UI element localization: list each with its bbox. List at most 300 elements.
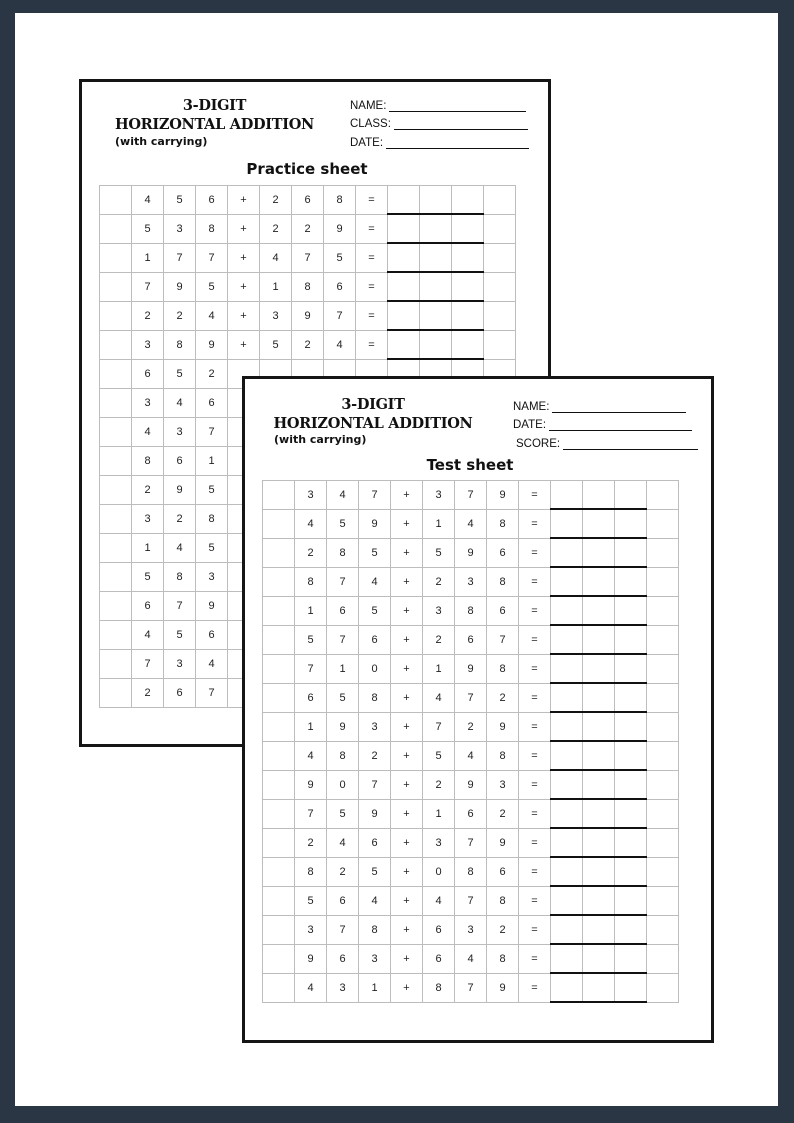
answer-cell[interactable] xyxy=(583,916,615,945)
digit-cell: 8 xyxy=(487,742,519,771)
answer-cell[interactable] xyxy=(452,244,484,273)
digit-cell: 8 xyxy=(487,655,519,684)
digit-cell: 7 xyxy=(455,829,487,858)
plus-sign: + xyxy=(228,273,260,302)
digit-cell: 5 xyxy=(327,800,359,829)
blank-cell xyxy=(647,742,679,771)
answer-cell[interactable] xyxy=(551,887,583,916)
answer-cell[interactable] xyxy=(615,568,647,597)
class-field[interactable] xyxy=(350,112,529,131)
answer-cell[interactable] xyxy=(583,945,615,974)
digit-cell: 3 xyxy=(132,389,164,418)
problem-row xyxy=(263,887,679,916)
digit-cell: 5 xyxy=(327,684,359,713)
problem-row xyxy=(100,186,516,215)
blank-cell xyxy=(100,534,132,563)
problem-row xyxy=(263,655,679,684)
answer-cell[interactable] xyxy=(615,974,647,1003)
answer-cell[interactable] xyxy=(583,887,615,916)
answer-cell[interactable] xyxy=(583,829,615,858)
answer-cell[interactable] xyxy=(583,481,615,510)
digit-cell: 9 xyxy=(487,481,519,510)
answer-cell[interactable] xyxy=(551,742,583,771)
answer-cell[interactable] xyxy=(551,684,583,713)
blank-cell xyxy=(263,539,295,568)
digit-cell: 4 xyxy=(359,568,391,597)
blank-cell xyxy=(263,945,295,974)
answer-cell[interactable] xyxy=(551,626,583,655)
digit-cell: 8 xyxy=(164,563,196,592)
blank-cell xyxy=(647,887,679,916)
digit-cell: 1 xyxy=(295,713,327,742)
digit-cell: 4 xyxy=(455,945,487,974)
digit-cell: 6 xyxy=(327,597,359,626)
digit-cell: 6 xyxy=(132,592,164,621)
equals-sign: = xyxy=(519,626,551,655)
digit-cell: 5 xyxy=(164,621,196,650)
digit-cell: 7 xyxy=(295,655,327,684)
field-label: NAME: xyxy=(350,99,387,112)
answer-cell[interactable] xyxy=(420,273,452,302)
problem-row xyxy=(263,568,679,597)
plus-sign: + xyxy=(228,215,260,244)
digit-cell: 9 xyxy=(292,302,324,331)
plus-sign: + xyxy=(391,568,423,597)
equals-sign: = xyxy=(519,771,551,800)
answer-cell[interactable] xyxy=(615,684,647,713)
problem-row xyxy=(263,713,679,742)
digit-cell: 4 xyxy=(295,974,327,1003)
field-label: CLASS: xyxy=(350,118,391,130)
digit-cell: 2 xyxy=(487,800,519,829)
blank-cell xyxy=(647,713,679,742)
digit-cell: 9 xyxy=(324,215,356,244)
answer-cell[interactable] xyxy=(388,302,420,331)
digit-cell: 8 xyxy=(292,273,324,302)
digit-cell: 7 xyxy=(455,974,487,1003)
equals-sign: = xyxy=(519,742,551,771)
answer-cell[interactable] xyxy=(615,858,647,887)
answer-cell[interactable] xyxy=(551,974,583,1003)
digit-cell: 6 xyxy=(132,360,164,389)
digit-cell: 9 xyxy=(487,829,519,858)
plus-sign: + xyxy=(228,244,260,273)
equals-sign: = xyxy=(519,597,551,626)
blank-cell xyxy=(484,302,516,331)
digit-cell: 3 xyxy=(260,302,292,331)
digit-cell: 5 xyxy=(327,510,359,539)
digit-cell: 9 xyxy=(455,539,487,568)
plus-sign: + xyxy=(391,597,423,626)
answer-cell[interactable] xyxy=(388,331,420,360)
digit-cell: 2 xyxy=(292,215,324,244)
problem-row xyxy=(263,771,679,800)
answer-cell[interactable] xyxy=(420,215,452,244)
field-label: NAME: xyxy=(513,400,550,413)
title-line-2: HORIZONTAL ADDITION xyxy=(273,415,473,432)
digit-cell: 9 xyxy=(455,771,487,800)
digit-cell: 3 xyxy=(295,916,327,945)
plus-sign: + xyxy=(391,510,423,539)
digit-cell: 9 xyxy=(164,273,196,302)
problem-row xyxy=(100,302,516,331)
answer-cell[interactable] xyxy=(615,742,647,771)
blank-cell xyxy=(100,418,132,447)
digit-cell: 6 xyxy=(196,186,228,215)
digit-cell: 5 xyxy=(359,858,391,887)
equals-sign: = xyxy=(519,568,551,597)
digit-cell: 8 xyxy=(359,684,391,713)
answer-cell[interactable] xyxy=(551,713,583,742)
digit-cell: 5 xyxy=(132,563,164,592)
answer-cell[interactable] xyxy=(615,771,647,800)
digit-cell: 6 xyxy=(359,626,391,655)
answer-cell[interactable] xyxy=(583,626,615,655)
answer-cell[interactable] xyxy=(583,597,615,626)
answer-cell[interactable] xyxy=(615,510,647,539)
blank-cell xyxy=(263,510,295,539)
digit-cell: 5 xyxy=(164,186,196,215)
digit-cell: 5 xyxy=(359,539,391,568)
digit-cell: 5 xyxy=(164,360,196,389)
answer-cell[interactable] xyxy=(615,800,647,829)
digit-cell: 4 xyxy=(423,684,455,713)
digit-cell: 3 xyxy=(164,418,196,447)
problem-row xyxy=(263,858,679,887)
answer-cell[interactable] xyxy=(551,597,583,626)
blank-cell xyxy=(263,655,295,684)
blank-cell xyxy=(263,771,295,800)
problem-row xyxy=(263,742,679,771)
digit-cell: 6 xyxy=(487,539,519,568)
sheet-title xyxy=(273,395,473,433)
answer-cell[interactable] xyxy=(583,858,615,887)
answer-cell[interactable] xyxy=(615,945,647,974)
digit-cell: 0 xyxy=(327,771,359,800)
digit-cell: 5 xyxy=(132,215,164,244)
equals-sign: = xyxy=(519,887,551,916)
field-line xyxy=(386,136,529,149)
answer-cell[interactable] xyxy=(551,858,583,887)
blank-cell xyxy=(100,621,132,650)
digit-cell: 3 xyxy=(196,563,228,592)
plus-sign: + xyxy=(228,186,260,215)
plus-sign: + xyxy=(391,539,423,568)
plus-sign: + xyxy=(391,916,423,945)
answer-cell[interactable] xyxy=(420,186,452,215)
equals-sign: = xyxy=(356,186,388,215)
digit-cell: 1 xyxy=(132,244,164,273)
name-field[interactable] xyxy=(350,93,529,112)
answer-cell[interactable] xyxy=(583,974,615,1003)
digit-cell: 3 xyxy=(423,481,455,510)
digit-cell: 9 xyxy=(487,713,519,742)
blank-cell xyxy=(647,597,679,626)
blank-cell xyxy=(100,215,132,244)
digit-cell: 6 xyxy=(292,186,324,215)
digit-cell: 2 xyxy=(164,302,196,331)
test-sheet xyxy=(242,376,714,1043)
plus-sign: + xyxy=(391,481,423,510)
digit-cell: 8 xyxy=(487,510,519,539)
digit-cell: 9 xyxy=(196,331,228,360)
sheet-heading: Practice sheet xyxy=(246,160,368,178)
answer-cell[interactable] xyxy=(615,829,647,858)
answer-cell[interactable] xyxy=(551,771,583,800)
digit-cell: 8 xyxy=(196,505,228,534)
answer-cell[interactable] xyxy=(583,684,615,713)
digit-cell: 8 xyxy=(455,597,487,626)
answer-cell[interactable] xyxy=(583,568,615,597)
blank-cell xyxy=(100,360,132,389)
equals-sign: = xyxy=(519,713,551,742)
answer-cell[interactable] xyxy=(551,568,583,597)
equals-sign: = xyxy=(356,215,388,244)
problem-row xyxy=(263,481,679,510)
blank-cell xyxy=(484,215,516,244)
equals-sign: = xyxy=(519,539,551,568)
answer-cell[interactable] xyxy=(615,655,647,684)
blank-cell xyxy=(100,592,132,621)
digit-cell: 7 xyxy=(164,592,196,621)
digit-cell: 3 xyxy=(359,945,391,974)
digit-cell: 5 xyxy=(260,331,292,360)
plus-sign: + xyxy=(228,302,260,331)
sheet-subtitle: (with carrying) xyxy=(274,433,367,446)
plus-sign: + xyxy=(391,684,423,713)
digit-cell: 9 xyxy=(295,771,327,800)
digit-cell: 3 xyxy=(359,713,391,742)
answer-cell[interactable] xyxy=(551,916,583,945)
digit-cell: 7 xyxy=(196,244,228,273)
digit-cell: 9 xyxy=(359,800,391,829)
digit-cell: 6 xyxy=(455,800,487,829)
answer-cell[interactable] xyxy=(615,626,647,655)
digit-cell: 9 xyxy=(164,476,196,505)
answer-cell[interactable] xyxy=(583,510,615,539)
digit-cell: 7 xyxy=(359,771,391,800)
digit-cell: 4 xyxy=(295,510,327,539)
answer-cell[interactable] xyxy=(583,771,615,800)
digit-cell: 6 xyxy=(327,945,359,974)
digit-cell: 4 xyxy=(324,331,356,360)
blank-cell xyxy=(263,887,295,916)
digit-cell: 9 xyxy=(487,974,519,1003)
field-label: DATE: xyxy=(350,136,384,149)
answer-cell[interactable] xyxy=(615,887,647,916)
answer-cell[interactable] xyxy=(583,655,615,684)
digit-cell: 5 xyxy=(196,476,228,505)
digit-cell: 3 xyxy=(327,974,359,1003)
equals-sign: = xyxy=(356,331,388,360)
equals-sign: = xyxy=(356,302,388,331)
digit-cell: 4 xyxy=(359,887,391,916)
answer-cell[interactable] xyxy=(551,481,583,510)
digit-cell: 5 xyxy=(359,597,391,626)
digit-cell: 8 xyxy=(327,742,359,771)
digit-cell: 4 xyxy=(455,510,487,539)
answer-cell[interactable] xyxy=(615,597,647,626)
digit-cell: 7 xyxy=(292,244,324,273)
student-fields xyxy=(350,93,529,149)
digit-cell: 1 xyxy=(423,510,455,539)
answer-cell[interactable] xyxy=(420,331,452,360)
field-line xyxy=(552,400,686,413)
digit-cell: 3 xyxy=(295,481,327,510)
answer-cell[interactable] xyxy=(615,481,647,510)
blank-cell xyxy=(484,186,516,215)
problem-row xyxy=(100,215,516,244)
digit-cell: 6 xyxy=(423,945,455,974)
digit-cell: 4 xyxy=(132,418,164,447)
blank-cell xyxy=(100,273,132,302)
digit-cell: 7 xyxy=(295,800,327,829)
answer-cell[interactable] xyxy=(420,244,452,273)
blank-cell xyxy=(484,273,516,302)
date-field[interactable] xyxy=(513,413,698,432)
problem-row xyxy=(263,916,679,945)
digit-cell: 7 xyxy=(164,244,196,273)
blank-cell xyxy=(100,679,132,708)
digit-cell: 6 xyxy=(487,597,519,626)
digit-cell: 4 xyxy=(327,829,359,858)
answer-cell[interactable] xyxy=(615,713,647,742)
answer-cell[interactable] xyxy=(551,945,583,974)
answer-cell[interactable] xyxy=(420,302,452,331)
problem-row xyxy=(263,597,679,626)
blank-cell xyxy=(647,974,679,1003)
digit-cell: 7 xyxy=(455,481,487,510)
blank-cell xyxy=(647,568,679,597)
field-line xyxy=(394,117,528,130)
blank-cell xyxy=(647,829,679,858)
digit-cell: 7 xyxy=(132,273,164,302)
digit-cell: 1 xyxy=(295,597,327,626)
date-field[interactable] xyxy=(350,130,529,149)
answer-cell[interactable] xyxy=(615,539,647,568)
title-line-1: 3-DIGIT xyxy=(341,396,405,413)
equals-sign: = xyxy=(519,800,551,829)
answer-cell[interactable] xyxy=(452,215,484,244)
digit-cell: 4 xyxy=(164,534,196,563)
blank-cell xyxy=(647,771,679,800)
digit-cell: 2 xyxy=(423,626,455,655)
blank-cell xyxy=(263,568,295,597)
digit-cell: 7 xyxy=(327,916,359,945)
plus-sign: + xyxy=(391,887,423,916)
digit-cell: 3 xyxy=(423,597,455,626)
digit-cell: 2 xyxy=(260,215,292,244)
answer-cell[interactable] xyxy=(551,829,583,858)
answer-cell[interactable] xyxy=(551,800,583,829)
digit-cell: 7 xyxy=(359,481,391,510)
digit-cell: 2 xyxy=(164,505,196,534)
digit-cell: 1 xyxy=(327,655,359,684)
digit-cell: 8 xyxy=(359,916,391,945)
field-label: DATE: xyxy=(513,419,547,431)
blank-cell xyxy=(100,447,132,476)
digit-cell: 8 xyxy=(487,945,519,974)
answer-cell[interactable] xyxy=(452,302,484,331)
digit-cell: 9 xyxy=(327,713,359,742)
digit-cell: 6 xyxy=(455,626,487,655)
equals-sign: = xyxy=(519,945,551,974)
problem-row xyxy=(263,510,679,539)
digit-cell: 9 xyxy=(455,655,487,684)
sheet-title xyxy=(112,96,317,134)
digit-cell: 1 xyxy=(260,273,292,302)
blank-cell xyxy=(647,945,679,974)
digit-cell: 6 xyxy=(359,829,391,858)
answer-cell[interactable] xyxy=(388,273,420,302)
answer-cell[interactable] xyxy=(551,539,583,568)
digit-cell: 1 xyxy=(359,974,391,1003)
digit-cell: 4 xyxy=(455,742,487,771)
answer-cell[interactable] xyxy=(551,510,583,539)
digit-cell: 8 xyxy=(164,331,196,360)
problem-row xyxy=(263,829,679,858)
digit-cell: 7 xyxy=(327,626,359,655)
plus-sign: + xyxy=(391,655,423,684)
answer-cell[interactable] xyxy=(615,916,647,945)
answer-cell[interactable] xyxy=(583,539,615,568)
problem-row xyxy=(263,945,679,974)
blank-cell xyxy=(647,655,679,684)
digit-cell: 8 xyxy=(295,858,327,887)
blank-cell xyxy=(263,829,295,858)
title-line-2: HORIZONTAL ADDITION xyxy=(114,116,315,133)
answer-cell[interactable] xyxy=(583,742,615,771)
answer-cell[interactable] xyxy=(388,215,420,244)
answer-cell[interactable] xyxy=(388,244,420,273)
blank-cell xyxy=(647,626,679,655)
equals-sign: = xyxy=(519,858,551,887)
blank-cell xyxy=(100,650,132,679)
blank-cell xyxy=(100,186,132,215)
answer-cell[interactable] xyxy=(583,713,615,742)
digit-cell: 9 xyxy=(295,945,327,974)
answer-cell[interactable] xyxy=(583,800,615,829)
problem-row xyxy=(263,684,679,713)
blank-cell xyxy=(647,481,679,510)
digit-cell: 2 xyxy=(487,916,519,945)
sheet-heading: Test sheet xyxy=(426,456,514,474)
field-line xyxy=(563,437,698,450)
answer-cell[interactable] xyxy=(452,273,484,302)
answer-cell[interactable] xyxy=(452,331,484,360)
digit-cell: 3 xyxy=(455,568,487,597)
digit-cell: 8 xyxy=(423,974,455,1003)
answer-cell[interactable] xyxy=(551,655,583,684)
equals-sign: = xyxy=(519,684,551,713)
digit-cell: 3 xyxy=(164,650,196,679)
digit-cell: 6 xyxy=(423,916,455,945)
digit-cell: 7 xyxy=(487,626,519,655)
answer-cell[interactable] xyxy=(388,186,420,215)
digit-cell: 5 xyxy=(295,887,327,916)
plus-sign: + xyxy=(391,945,423,974)
blank-cell xyxy=(100,331,132,360)
digit-cell: 7 xyxy=(196,679,228,708)
blank-cell xyxy=(263,800,295,829)
digit-cell: 2 xyxy=(292,331,324,360)
answer-cell[interactable] xyxy=(452,186,484,215)
name-field[interactable] xyxy=(513,394,698,413)
score-field[interactable] xyxy=(513,431,698,450)
problem-row xyxy=(263,974,679,1003)
blank-cell xyxy=(647,800,679,829)
digit-cell: 8 xyxy=(327,539,359,568)
